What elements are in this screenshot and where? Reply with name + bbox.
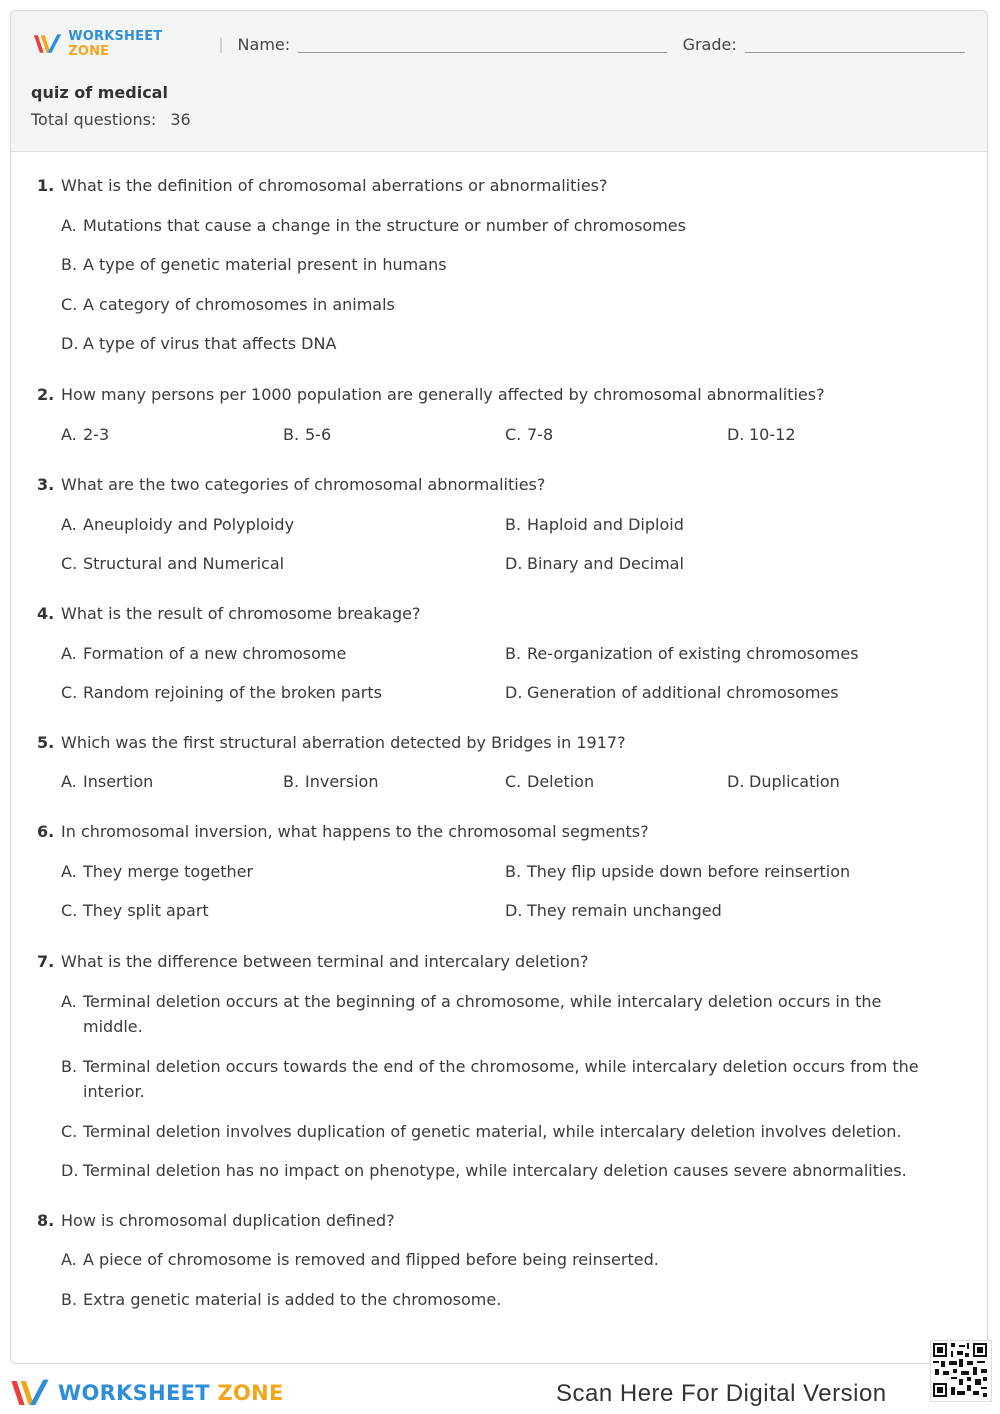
option-text: Inversion bbox=[305, 772, 379, 791]
option-letter: A. bbox=[61, 216, 77, 235]
option-letter: C. bbox=[61, 554, 78, 573]
answer-option[interactable] bbox=[61, 901, 209, 920]
option-letter: B. bbox=[61, 1290, 78, 1309]
option-text: A type of genetic material present in humans bbox=[83, 255, 447, 274]
answer-option[interactable] bbox=[727, 772, 840, 791]
answer-option[interactable] bbox=[505, 554, 684, 573]
question-prompt bbox=[37, 604, 420, 623]
answer-option[interactable] bbox=[61, 772, 153, 791]
answer-option[interactable] bbox=[61, 295, 395, 314]
option-text: They remain unchanged bbox=[527, 901, 722, 920]
name-label: Name: bbox=[237, 34, 291, 54]
header-divider: | bbox=[218, 35, 224, 53]
answer-option[interactable] bbox=[61, 1161, 907, 1180]
option-letter: D. bbox=[505, 901, 523, 920]
brand-worksheet-text: WORKSHEET bbox=[68, 29, 163, 44]
option-letter: A. bbox=[61, 992, 77, 1011]
option-letter: C. bbox=[61, 1122, 78, 1141]
question-number: 5. bbox=[37, 733, 55, 752]
option-letter: B. bbox=[505, 644, 522, 663]
answer-option[interactable] bbox=[283, 772, 378, 791]
option-text: A type of virus that affects DNA bbox=[83, 334, 337, 353]
option-letter: D. bbox=[505, 554, 523, 573]
option-letter: B. bbox=[61, 255, 78, 274]
question-text: What is the definition of chromosomal aberrations or abnormalities? bbox=[61, 176, 608, 195]
question-number: 4. bbox=[37, 604, 55, 623]
worksheet-sheet bbox=[10, 10, 988, 1364]
footer-brand-logo bbox=[10, 1378, 284, 1408]
option-text: 10-12 bbox=[749, 425, 796, 444]
option-text: 7-8 bbox=[527, 425, 554, 444]
question-number: 6. bbox=[37, 822, 55, 841]
option-text: Terminal deletion has no impact on phenotype, while intercalary deletion causes severe abnormalities. bbox=[83, 1161, 907, 1180]
grade-field[interactable] bbox=[745, 36, 965, 53]
answer-option[interactable] bbox=[505, 683, 839, 702]
answer-option[interactable] bbox=[61, 1250, 659, 1269]
question-prompt bbox=[37, 733, 626, 752]
option-text: Haploid and Diploid bbox=[527, 515, 684, 534]
question-prompt bbox=[37, 1211, 395, 1230]
answer-option[interactable] bbox=[283, 425, 331, 444]
option-letter: A. bbox=[61, 862, 77, 881]
total-value: 36 bbox=[170, 110, 191, 129]
footer-brand-worksheet: WORKSHEET bbox=[58, 1381, 210, 1405]
answer-option[interactable] bbox=[61, 425, 109, 444]
brand-name bbox=[68, 29, 204, 59]
question-number: 2. bbox=[37, 385, 55, 404]
question-number: 1. bbox=[37, 176, 55, 195]
brand-logo bbox=[33, 29, 204, 59]
scan-prompt: Scan Here For Digital Version bbox=[556, 1380, 887, 1407]
question-prompt bbox=[37, 176, 607, 195]
option-text: They split apart bbox=[83, 901, 209, 920]
question-text: In chromosomal inversion, what happens to the chromosomal segments? bbox=[61, 822, 649, 841]
answer-option[interactable] bbox=[61, 255, 447, 274]
option-text: 2-3 bbox=[83, 425, 110, 444]
brand-zone-text: ZONE bbox=[68, 44, 110, 59]
option-letter: C. bbox=[505, 772, 522, 791]
option-text: Terminal deletion occurs at the beginning of a chromosome, while intercalary deletion occurs in the middle. bbox=[83, 992, 882, 1036]
answer-option[interactable] bbox=[505, 515, 684, 534]
option-letter: B. bbox=[505, 862, 522, 881]
option-letter: A. bbox=[61, 644, 77, 663]
option-letter: C. bbox=[505, 425, 522, 444]
option-letter: C. bbox=[61, 295, 78, 314]
answer-option[interactable] bbox=[61, 1054, 921, 1104]
option-text: A piece of chromosome is removed and flipped before being reinserted. bbox=[83, 1250, 659, 1269]
option-text: Deletion bbox=[527, 772, 595, 791]
total-label: Total questions: bbox=[31, 110, 157, 129]
option-text: Generation of additional chromosomes bbox=[527, 683, 839, 702]
question-prompt bbox=[37, 475, 545, 494]
answer-option[interactable] bbox=[61, 989, 921, 1039]
question-text: What are the two categories of chromosomal abnormalities? bbox=[61, 475, 546, 494]
qr-code-icon[interactable] bbox=[930, 1340, 992, 1402]
option-text: They flip upside down before reinsertion bbox=[527, 862, 851, 881]
footer-brand-name bbox=[58, 1381, 284, 1405]
answer-option[interactable] bbox=[61, 554, 284, 573]
quiz-title: quiz of medical bbox=[31, 83, 168, 102]
answer-option[interactable] bbox=[61, 1122, 902, 1141]
option-letter: B. bbox=[505, 515, 522, 534]
answer-option[interactable] bbox=[505, 901, 722, 920]
option-letter: C. bbox=[61, 901, 78, 920]
option-text: Mutations that cause a change in the structure or number of chromosomes bbox=[83, 216, 686, 235]
answer-option[interactable] bbox=[61, 644, 346, 663]
question-text: How is chromosomal duplication defined? bbox=[61, 1211, 395, 1230]
option-text: Extra genetic material is added to the chromosome. bbox=[83, 1290, 502, 1309]
answer-option[interactable] bbox=[61, 515, 294, 534]
option-letter: A. bbox=[61, 772, 77, 791]
option-text: Duplication bbox=[749, 772, 840, 791]
option-letter: A. bbox=[61, 1250, 77, 1269]
option-letter: C. bbox=[61, 683, 78, 702]
question-prompt bbox=[37, 385, 825, 404]
option-letter: A. bbox=[61, 425, 77, 444]
question-prompt bbox=[37, 822, 649, 841]
option-letter: B. bbox=[283, 425, 300, 444]
question-text: What is the result of chromosome breakage? bbox=[61, 604, 421, 623]
option-text: Re-organization of existing chromosomes bbox=[527, 644, 859, 663]
option-text: 5-6 bbox=[305, 425, 332, 444]
total-questions bbox=[31, 110, 191, 129]
worksheet-zone-logo-icon bbox=[10, 1378, 50, 1408]
option-text: Binary and Decimal bbox=[527, 554, 684, 573]
option-text: Formation of a new chromosome bbox=[83, 644, 347, 663]
answer-option[interactable] bbox=[505, 644, 859, 663]
answer-option[interactable] bbox=[61, 334, 336, 353]
question-number: 7. bbox=[37, 952, 55, 971]
question-text: What is the difference between terminal and intercalary deletion? bbox=[61, 952, 589, 971]
answer-option[interactable] bbox=[727, 425, 796, 444]
worksheet-header bbox=[11, 11, 987, 152]
option-letter: D. bbox=[61, 1161, 79, 1180]
option-text: Aneuploidy and Polyploidy bbox=[83, 515, 295, 534]
option-letter: D. bbox=[727, 425, 745, 444]
answer-option[interactable] bbox=[505, 772, 594, 791]
answer-option[interactable] bbox=[61, 683, 382, 702]
question-text: Which was the first structural aberration detected by Bridges in 1917? bbox=[61, 733, 626, 752]
answer-option[interactable] bbox=[61, 1290, 501, 1309]
footer-brand-zone: ZONE bbox=[217, 1381, 284, 1405]
answer-option[interactable] bbox=[61, 862, 253, 881]
answer-option[interactable] bbox=[61, 216, 686, 235]
page-footer bbox=[0, 1364, 1000, 1414]
option-text: Insertion bbox=[83, 772, 154, 791]
option-text: Terminal deletion involves duplication of genetic material, while intercalary deletion involves deletion. bbox=[83, 1122, 902, 1141]
answer-option[interactable] bbox=[505, 425, 553, 444]
worksheet-zone-logo-icon bbox=[33, 33, 62, 55]
option-letter: B. bbox=[61, 1057, 78, 1076]
brand-row bbox=[33, 29, 965, 59]
option-text: A category of chromosomes in animals bbox=[83, 295, 395, 314]
question-number: 3. bbox=[37, 475, 55, 494]
question-prompt bbox=[37, 952, 588, 971]
grade-label: Grade: bbox=[682, 34, 737, 54]
quiz-meta bbox=[31, 83, 191, 129]
option-letter: D. bbox=[727, 772, 745, 791]
answer-option[interactable] bbox=[505, 862, 850, 881]
option-letter: D. bbox=[505, 683, 523, 702]
question-text: How many persons per 1000 population are generally affected by chromosomal abnormalities? bbox=[61, 385, 825, 404]
question-number: 8. bbox=[37, 1211, 55, 1230]
option-text: Random rejoining of the broken parts bbox=[83, 683, 382, 702]
option-text: Terminal deletion occurs towards the end of the chromosome, while intercalary deletion occurs from the interior. bbox=[83, 1057, 919, 1101]
option-text: They merge together bbox=[83, 862, 254, 881]
option-letter: B. bbox=[283, 772, 300, 791]
option-letter: D. bbox=[61, 334, 79, 353]
name-field[interactable] bbox=[298, 36, 666, 53]
option-text: Structural and Numerical bbox=[83, 554, 285, 573]
option-letter: A. bbox=[61, 515, 77, 534]
qr-code-icon-graphic bbox=[931, 1341, 989, 1399]
